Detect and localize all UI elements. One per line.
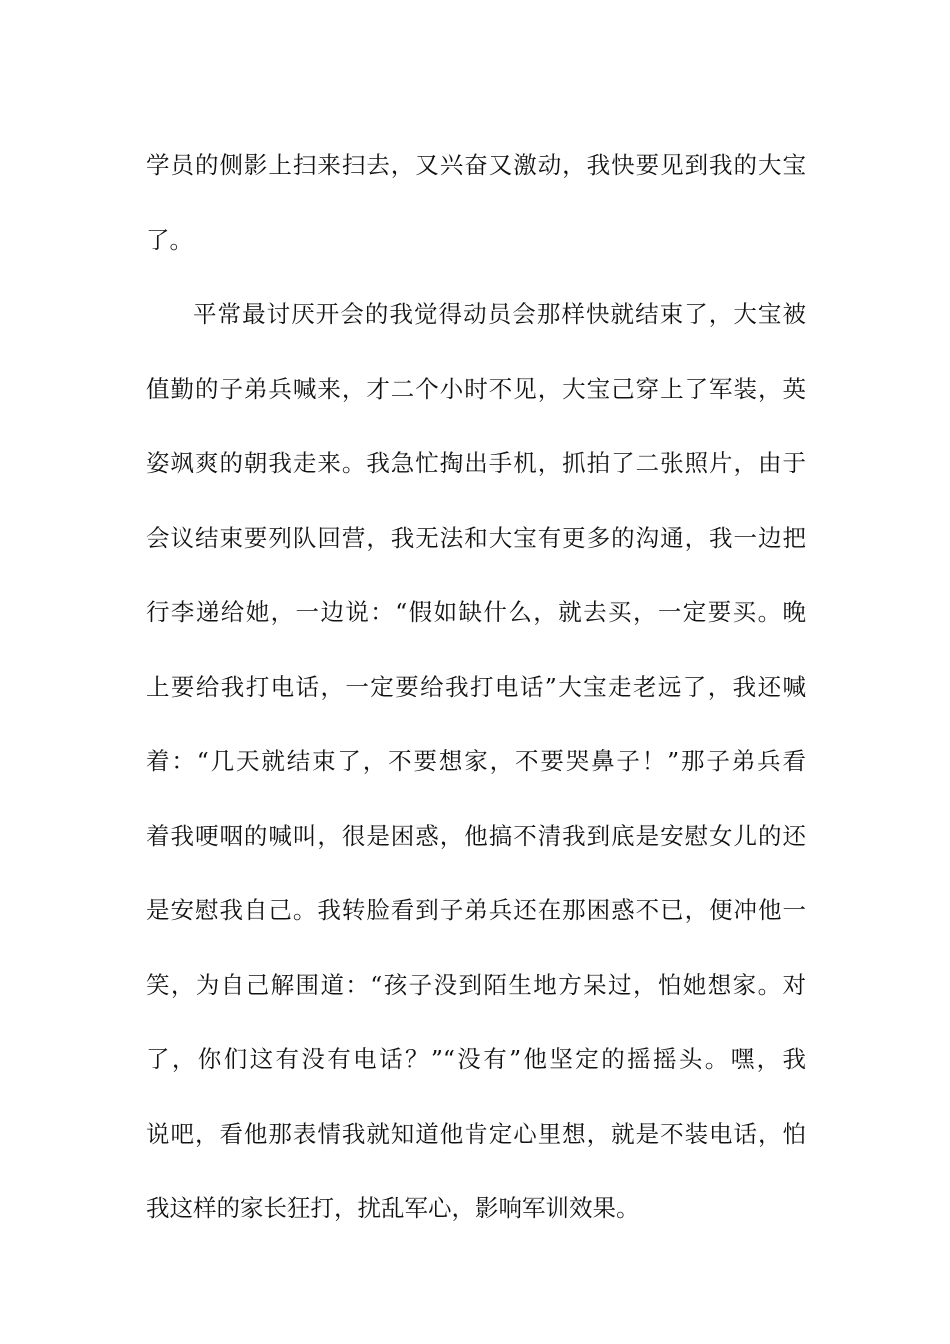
text-line: 会议结束要列队回营，我无法和大宝有更多的沟通，我一边把 <box>146 523 806 552</box>
text-line: 上要给我打电话，一定要给我打电话”大宝走老远了，我还喊 <box>146 672 806 701</box>
text-line: 了，你们这有没有电话？”“没有”他坚定的摇摇头。嘿，我 <box>146 1045 806 1073</box>
text-line: 姿飒爽的朝我走来。我急忙掏出手机，抓拍了二张照片，由于 <box>146 449 806 477</box>
text-line: 是安慰我自己。我转脸看到子弟兵还在那困惑不已，便冲他一 <box>146 896 806 924</box>
text-line: 行李递给她，一边说：“假如缺什么，就去买，一定要买。晚 <box>146 598 806 626</box>
text-line: 着：“几天就结束了，不要想家，不要哭鼻子！”那子弟兵看 <box>146 747 806 775</box>
text-line: 我这样的家长狂打，扰乱军心，影响军训效果。 <box>146 1194 640 1222</box>
text-line: 说吧，看他那表情我就知道他肯定心里想，就是不装电话，怕 <box>146 1119 806 1148</box>
body-text <box>146 128 806 1246</box>
text-line: 值勤的子弟兵喊来，才二个小时不见，大宝己穿上了军装，英 <box>146 374 806 403</box>
text-line: 学员的侧影上扫来扫去，又兴奋又激动，我快要见到我的大宝 <box>146 151 806 179</box>
text-line: 平常最讨厌开会的我觉得动员会那样快就结束了，大宝被 <box>193 300 806 328</box>
text-line: 了。 <box>146 225 193 254</box>
text-line: 笑，为自己解围道：“孩子没到陌生地方呆过，怕她想家。对 <box>146 970 806 999</box>
text-line: 着我哽咽的喊叫，很是困惑，他搞不清我到底是安慰女儿的还 <box>146 821 806 850</box>
